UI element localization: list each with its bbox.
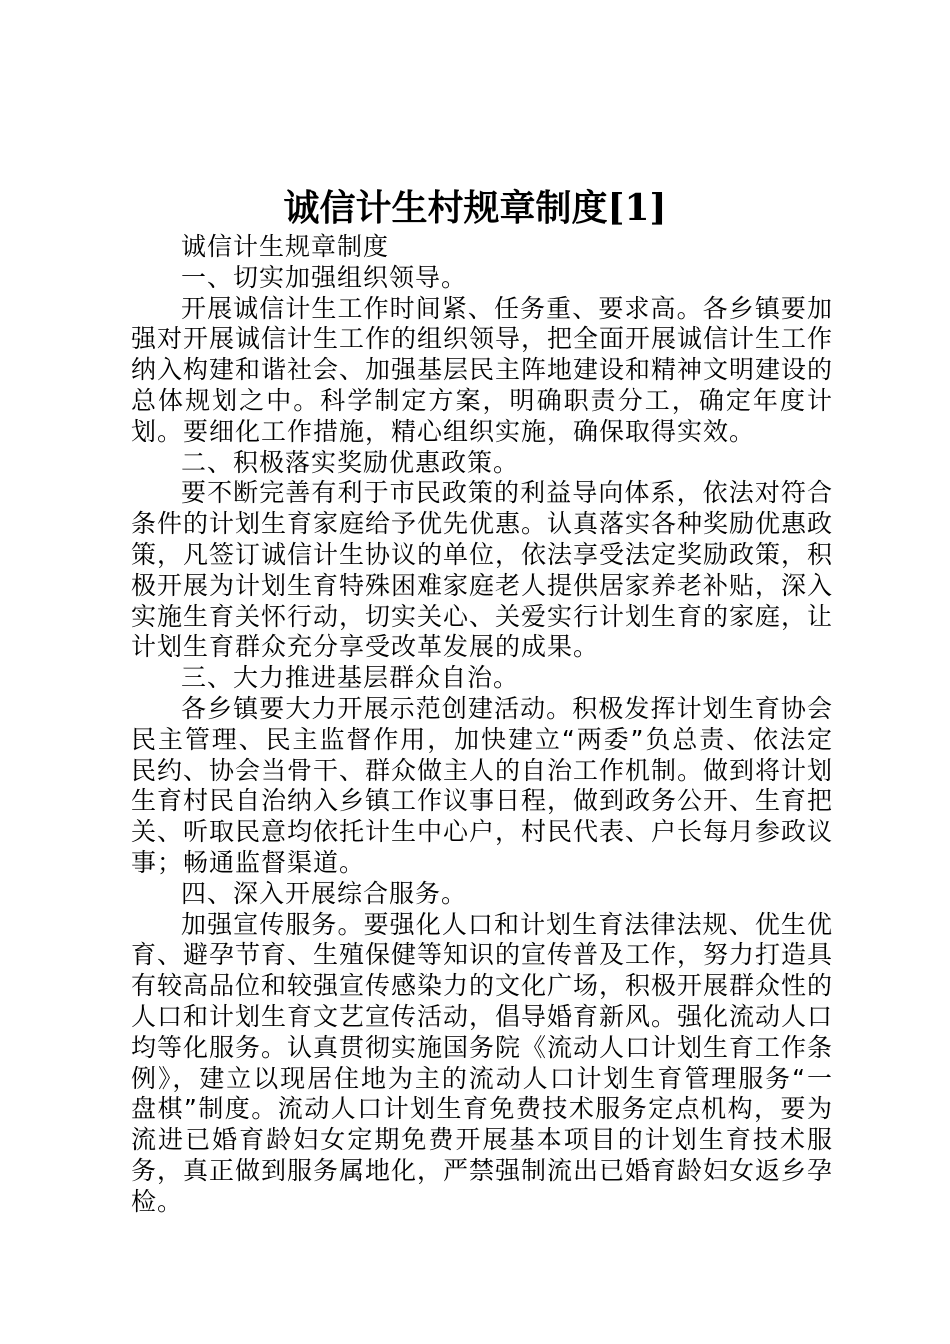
section-heading-2: 二、积极落实奖励优惠政策。 [181,447,520,477]
document-title: 诚信计生村规章制度[1] [283,187,667,229]
paragraph-section-4: 加强宣传服务。要强化人口和计划生育法律法规、优生优育、避孕节育、生殖保健等知识的宣传普及工作，努力打造具有较高品位和较强宣传感染力的文化广场，积极开展群众性的人口和计划生育文艺宣传活动，倡导婚育新风。强化流动人口均等化服务。认真贯彻实施国务院《流动人口计划生育工作条例》，建立以现居住地为主的流动人口计划生育管理服务“一盘棋”制度。流动人口计划生育免费技术服务定点机构，要为流进已婚育龄妇女定期免费开展基本项目的计划生育技术服务，真正做到服务属地化，严禁强制流出已婚育龄妇女返乡孕检。 [131,909,834,1216]
paragraph-section-1: 开展诚信计生工作时间紧、任务重、要求高。各乡镇要加强对开展诚信计生工作的组织领导，把全面开展诚信计生工作纳入构建和谐社会、加强基层民主阵地建设和精神文明建设的总体规划之中。科学制定方案，明确职责分工，确定年度计划。要细化工作措施，精心组织实施，确保取得实效。 [131,293,834,446]
section-heading-4: 四、深入开展综合服务。 [181,878,468,908]
paragraph-section-3: 各乡镇要大力开展示范创建活动。积极发挥计划生育协会民主管理、民主监督作用，加快建立“两委”负总责、依法定民约、协会当骨干、群众做主人的自治工作机制。做到将计划生育村民自治纳入乡镇工作议事日程，做到政务公开、生育把关、听取民意均依托计生中心户，村民代表、户长每月参政议事；畅通监督渠道。 [131,693,834,877]
paragraph-section-2: 要不断完善有利于市民政策的利益导向体系，依法对符合条件的计划生育家庭给予优先优惠。认真落实各种奖励优惠政策，凡签订诚信计生协议的单位，依法享受法定奖励政策，积极开展为计划生育特殊困难家庭老人提供居家养老补贴，深入实施生育关怀行动，切实关心、关爱实行计划生育的家庭，让计划生育群众充分享受改革发展的成果。 [131,478,834,662]
section-heading-1: 一、切实加强组织领导。 [181,262,468,292]
paragraph-subtitle: 诚信计生规章制度 [181,232,390,261]
document-body [131,232,833,1218]
section-heading-3: 三、大力推进基层群众自治。 [181,663,520,693]
